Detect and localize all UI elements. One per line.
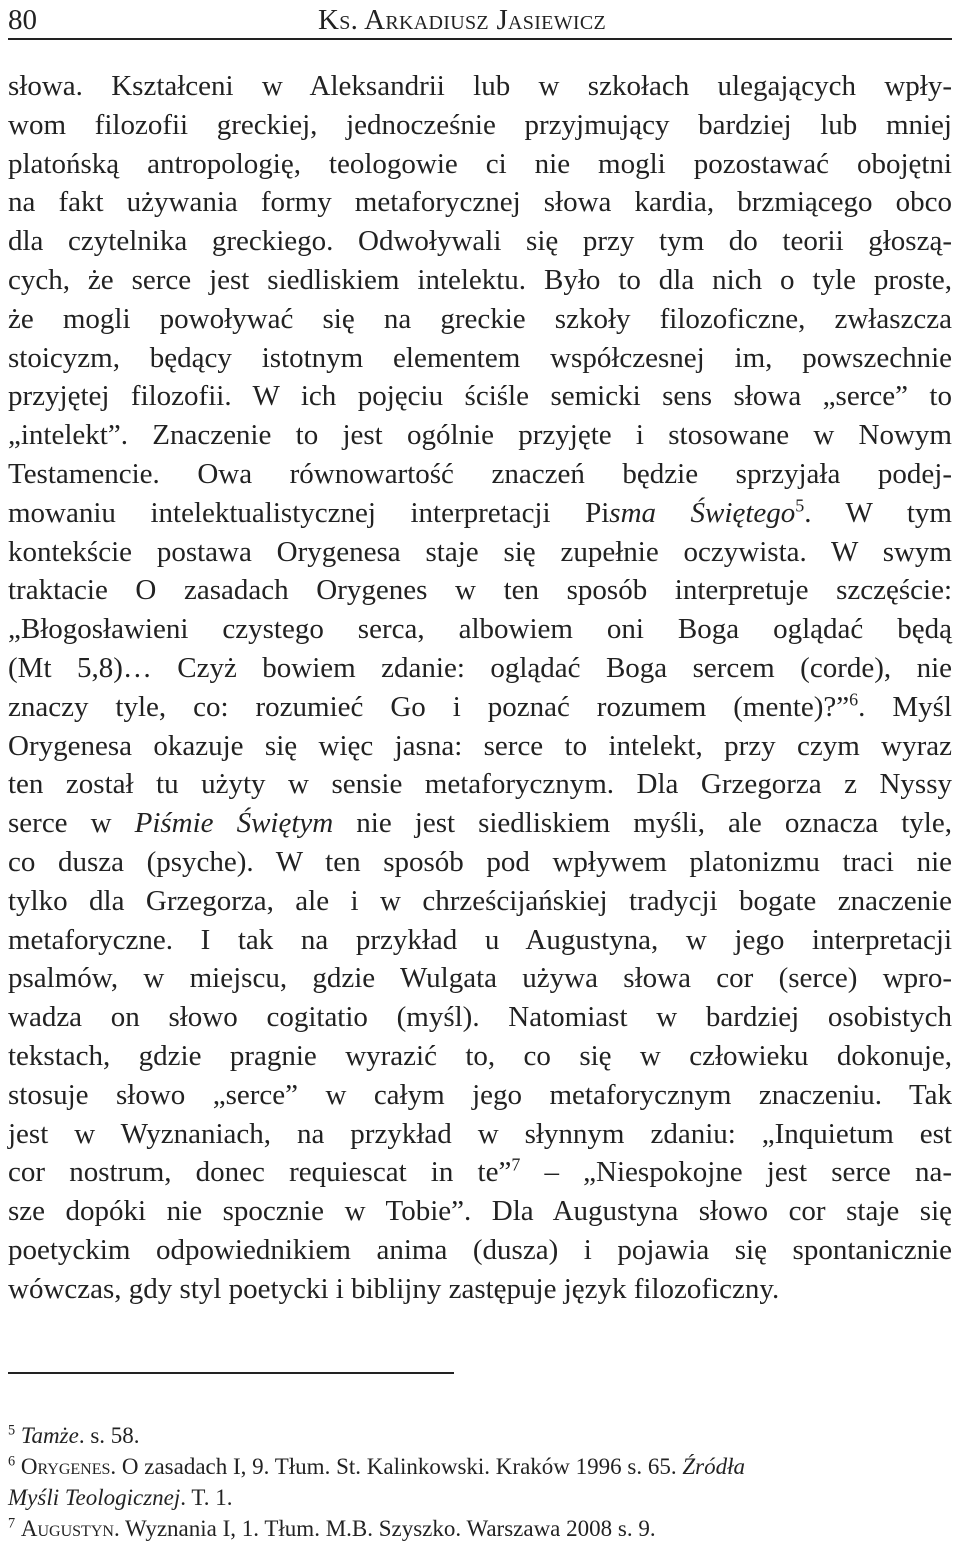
footnote-ref: 7: [511, 1154, 521, 1175]
text-line: traktacie O zasadach Orygenes w ten sposób interpretuje szczęście:: [8, 574, 952, 607]
italic-text: Tamże: [20, 1423, 79, 1448]
text-line: Testamencie. Owa równowartość znaczeń będzie sprzyjała podej-: [8, 457, 952, 490]
footnote-number: 6: [8, 1453, 16, 1470]
page-header: [8, 0, 952, 40]
text-line: przyjętej filozofii. W ich pojęciu ściśle semicki sens słowa „serce” to: [8, 380, 952, 413]
text-run: . O zasadach I, 9. Tłum. St. Kalinkowski. Kraków 1996 s. 65.: [110, 1454, 683, 1479]
footnote-number: 5: [8, 1422, 16, 1439]
text-line: [8, 494, 952, 533]
text-run: serce w: [8, 807, 135, 840]
footnote-line: [8, 1451, 952, 1482]
text-line: tylko dla Grzegorza, ale i w chrześcijańskiej tradycji bogate znaczenie: [8, 884, 952, 917]
text-line: na fakt używania formy metaforycznej słowa kardia, brzmiącego obco: [8, 186, 952, 219]
text-line: platońską antropologię, teologowie ci nie mogli pozostawać obojętni: [8, 147, 952, 180]
text-run: mowaniu intelektualistycznej interpretacji Pi: [8, 496, 610, 529]
body-text: [8, 67, 952, 1309]
text-line: sze dopóki nie spocznie w Tobie”. Dla Augustyna słowo cor staje się: [8, 1195, 952, 1228]
text-run: – „Niespokojne jest serce na-: [520, 1156, 952, 1189]
text-line: słowa. Kształceni w Aleksandrii lub w szkołach ulegających wpły-: [8, 70, 952, 102]
text-line: Orygenesa okazuje się więc jasna: serce to intelekt, przy czym wyraz: [8, 729, 952, 762]
footnote-line: [8, 1513, 952, 1544]
text-line: wom filozofii greckiej, jednocześnie przyjmujący bardziej lub mniej: [8, 108, 952, 141]
text-line: poetyckim odpowiednikiem anima (dusza) i pojawia się spontanicznie: [8, 1233, 952, 1266]
text-line: psalmów, w miejscu, gdzie Wulgata używa słowa cor (serce) wpro-: [8, 962, 952, 995]
italic-text: sma Świętego: [609, 496, 796, 529]
text-line: (Mt 5,8)… Czyż bowiem zdanie: oglądać Boga sercem (corde), nie: [8, 651, 952, 684]
text-line: wówczas, gdy styl poetycki i biblijny zastępuje język filozoficzny.: [8, 1272, 780, 1305]
italic-text: Piśmie Świętym: [134, 807, 334, 840]
header-rule: [8, 38, 952, 40]
author-name: Augustyn: [20, 1516, 114, 1541]
text-line: „Błogosławieni czystego serca, albowiem oni Boga oglądać będą: [8, 613, 952, 646]
text-run: znaczy tyle, co: rozumieć Go i poznać rozumem (mente)?”: [8, 690, 850, 723]
text-line: dla czytelnika greckiego. Odwoływali się przy tym do teorii głoszą-: [8, 225, 952, 258]
text-run: . s. 58.: [78, 1423, 140, 1448]
text-run: . Myśl: [858, 690, 952, 723]
text-line: jest w Wyznaniach, na przykład w słynnym zdaniu: „Inquietum est: [8, 1117, 952, 1150]
footnote-ref: 5: [795, 495, 805, 516]
text-line: ten został tu użyty w sensie metaforycznym. Dla Grzegorza z Nyssy: [8, 768, 952, 801]
text-line: [8, 804, 952, 843]
footnotes: [8, 1420, 952, 1544]
text-line: [8, 688, 952, 727]
text-run: nie jest siedliskiem myśli, ale oznacza tyle,: [333, 807, 952, 840]
text-line: cych, że serce jest siedliskiem intelektu. Było to dla nich o tyle proste,: [8, 263, 952, 296]
text-line: że mogli powoływać się na greckie szkoły filozoficzne, zwłaszcza: [8, 302, 952, 335]
footnote-rule: [8, 1372, 454, 1374]
text-run: . Wyznania I, 1. Tłum. M.B. Szyszko. Warszawa 2008 s. 9.: [113, 1516, 656, 1541]
footnote-line: [8, 1420, 952, 1451]
author-name: Orygenes: [20, 1454, 111, 1479]
text-line: stosuje słowo „serce” w całym jego metaforycznym znaczeniu. Tak: [8, 1078, 952, 1111]
page-number: 80: [8, 4, 37, 36]
italic-text: Źródła: [682, 1454, 745, 1479]
text-line: metaforyczne. I tak na przykład u Augustyna, w jego interpretacji: [8, 923, 952, 956]
running-head: Ks. Arkadiusz Jasiewicz: [318, 4, 606, 36]
italic-text: Myśli Teologicznej: [8, 1485, 181, 1510]
text-line: „intelekt”. Znaczenie to jest ogólnie przyjęte i stosowane w Nowym: [8, 419, 952, 452]
text-line: kontekście postawa Orygenesa staje się zupełnie oczywista. W swym: [8, 535, 952, 568]
footnote-line: [8, 1482, 952, 1513]
text-line: stoicyzm, będący istotnym elementem współczesnej im, powszechnie: [8, 341, 952, 374]
text-run: . W tym: [804, 496, 952, 529]
text-line: wadza on słowo cogitatio (myśl). Natomiast w bardziej osobistych: [8, 1001, 952, 1034]
text-line: tekstach, gdzie pragnie wyrazić to, co się w człowieku dokonuje,: [8, 1039, 952, 1072]
text-run: . T. 1.: [180, 1485, 233, 1510]
text-line: co dusza (psyche). W ten sposób pod wpływem platonizmu traci nie: [8, 845, 952, 878]
text-line: [8, 1153, 952, 1192]
text-run: cor nostrum, donec requiescat in te”: [8, 1156, 512, 1189]
footnote-number: 7: [8, 1515, 16, 1532]
footnote-ref: 6: [849, 689, 859, 710]
